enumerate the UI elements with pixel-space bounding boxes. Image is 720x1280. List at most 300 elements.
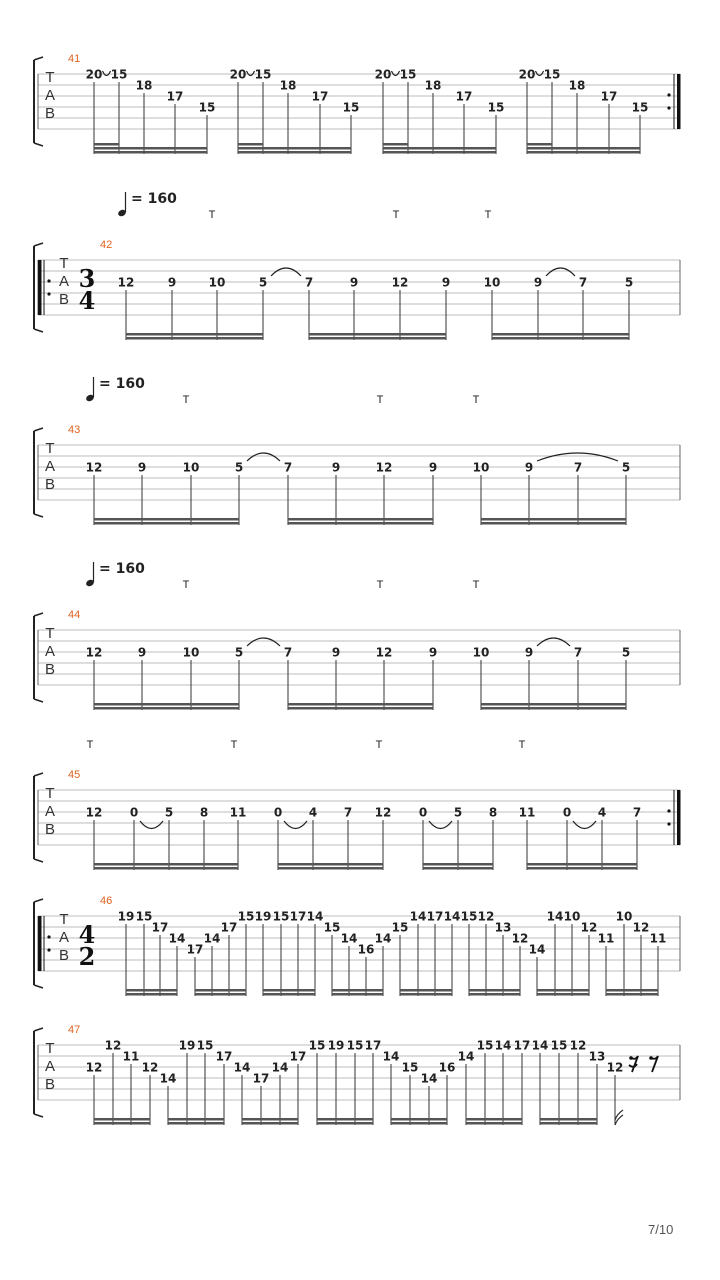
fret-number: 15	[254, 67, 272, 82]
fret-number: 11	[597, 931, 615, 946]
fret-number: 12	[374, 805, 392, 820]
fret-number: 19	[117, 909, 135, 924]
repeat-start-thick-bar	[38, 260, 42, 315]
slur	[573, 821, 596, 829]
fret-number: 14	[340, 931, 358, 946]
fret-number: 9	[428, 645, 438, 660]
slur	[284, 821, 307, 829]
fret-number: 9	[167, 275, 177, 290]
tab-system-43	[34, 376, 680, 525]
tab-clef-letter: T	[45, 785, 55, 802]
repeat-start-thick-bar	[38, 916, 42, 971]
repeat-dot	[47, 292, 50, 295]
fret-number: 5	[258, 275, 268, 290]
fret-number: 15	[342, 100, 360, 115]
fret-number: 7	[578, 275, 588, 290]
tapping-mark: T	[375, 739, 383, 751]
beat-group	[607, 1061, 624, 1126]
beam-thirtysecond	[383, 143, 408, 146]
beam-sixteenth	[288, 703, 433, 706]
tab-clef-letter: A	[58, 929, 70, 946]
fret-number: 7	[573, 460, 583, 475]
tab-clef-letter: A	[44, 87, 56, 104]
beam-sixteenth	[238, 147, 351, 150]
fret-number: 17	[166, 89, 184, 104]
fret-number: 14	[168, 931, 186, 946]
beam-eighth	[383, 151, 496, 154]
beat-group	[375, 68, 505, 155]
fret-number: 10	[182, 645, 200, 660]
beat-group	[255, 910, 324, 997]
beat-group	[529, 910, 598, 997]
repeat-end-thick-bar	[677, 74, 681, 129]
beat-group	[419, 806, 497, 871]
beat-group	[305, 276, 450, 341]
fret-number: 5	[453, 805, 463, 820]
tab-system-42	[34, 191, 680, 340]
time-signature-bottom: 4	[78, 286, 96, 315]
beat-group	[392, 910, 461, 997]
fret-number: 12	[391, 275, 409, 290]
fret-number: 18	[279, 78, 297, 93]
beam-sixteenth	[168, 1118, 224, 1121]
fret-number: 20	[85, 67, 103, 82]
beam-sixteenth	[527, 863, 637, 866]
fret-number: 0	[273, 805, 283, 820]
fret-number: 17	[455, 89, 473, 104]
fret-number: 14	[271, 1060, 289, 1075]
fret-number: 5	[621, 460, 631, 475]
fret-number: 10	[182, 460, 200, 475]
beam-sixteenth	[126, 333, 263, 336]
beam-sixteenth	[383, 147, 496, 150]
fret-number: 12	[632, 920, 650, 935]
beam-eighth	[94, 707, 239, 710]
beam-eighth	[126, 337, 263, 340]
fret-number: 10	[615, 909, 633, 924]
fret-number: 17	[600, 89, 618, 104]
fret-number: 15	[631, 100, 649, 115]
slur	[140, 821, 163, 829]
fret-number: 11	[122, 1049, 140, 1064]
fret-number: 11	[229, 805, 247, 820]
slur	[392, 71, 400, 76]
slur	[537, 638, 570, 646]
fret-number: 15	[110, 67, 128, 82]
tab-system-47	[34, 1024, 680, 1125]
beam-eighth	[288, 707, 433, 710]
measure-number: 47	[68, 1024, 81, 1036]
fret-number: 18	[135, 78, 153, 93]
beat-group	[598, 910, 667, 997]
fret-number: 12	[104, 1038, 122, 1053]
fret-number: 11	[518, 805, 536, 820]
beam-eighth	[94, 522, 239, 525]
beat-group	[383, 1050, 456, 1126]
page-number: 7/10	[648, 1222, 674, 1237]
fret-number: 7	[343, 805, 353, 820]
repeat-dot	[47, 935, 50, 938]
tapping-mark: T	[86, 739, 94, 751]
slur	[271, 268, 301, 276]
fret-number: 7	[632, 805, 642, 820]
beat-group	[86, 646, 244, 711]
beam-eighth	[263, 993, 315, 996]
fret-number: 16	[357, 942, 375, 957]
beat-group	[519, 68, 649, 155]
fret-number: 0	[418, 805, 428, 820]
beam-eighth	[481, 707, 626, 710]
beam-eighth	[242, 1122, 298, 1125]
beam-eighth	[466, 1122, 522, 1125]
fret-number: 4	[308, 805, 318, 820]
beam-eighth	[168, 1122, 224, 1125]
fret-number: 5	[621, 645, 631, 660]
fret-number: 7	[283, 460, 293, 475]
beam-sixteenth	[94, 863, 238, 866]
measure-number: 44	[68, 609, 81, 621]
fret-number: 17	[220, 920, 238, 935]
beam-sixteenth	[94, 518, 239, 521]
beam-sixteenth	[242, 1118, 298, 1121]
fret-number: 10	[208, 275, 226, 290]
beam-sixteenth	[309, 333, 446, 336]
tab-clef-letter: T	[45, 1040, 55, 1057]
fret-number: 17	[311, 89, 329, 104]
beam-eighth	[309, 337, 446, 340]
repeat-dot	[667, 822, 670, 825]
tab-clef-letter: T	[59, 255, 69, 272]
tempo-marking	[85, 561, 145, 587]
beam-eighth	[400, 993, 452, 996]
beat-group	[458, 1039, 531, 1126]
fret-number: 14	[457, 1049, 475, 1064]
beam-sixteenth	[263, 989, 315, 992]
tab-clef-letter: B	[58, 291, 70, 308]
beat-group	[86, 461, 244, 526]
fret-number: 17	[252, 1071, 270, 1086]
beam-eighth	[492, 337, 629, 340]
tapping-mark: T	[182, 579, 190, 591]
beam-sixteenth	[94, 1118, 150, 1121]
slur	[546, 268, 575, 276]
fret-number: 11	[649, 931, 667, 946]
tab-clef-letter: A	[58, 273, 70, 290]
fret-number: 19	[178, 1038, 196, 1053]
fret-number: 12	[85, 1060, 103, 1075]
fret-number: 9	[428, 460, 438, 475]
tapping-mark: T	[392, 209, 400, 221]
tapping-mark: T	[484, 209, 492, 221]
fret-number: 12	[141, 1060, 159, 1075]
beat-group	[473, 461, 631, 526]
fret-number: 14	[494, 1038, 512, 1053]
fret-number: 12	[85, 645, 103, 660]
tab-clef-letter: T	[59, 911, 69, 928]
fret-number: 9	[441, 275, 451, 290]
beam-eighth	[126, 993, 177, 996]
slur	[247, 453, 280, 461]
tempo-marking	[117, 191, 177, 217]
fret-number: 10	[472, 645, 490, 660]
tab-clef-letter: T	[45, 625, 55, 642]
beam-eighth	[527, 151, 640, 154]
beam-eighth	[423, 867, 493, 870]
fret-number: 18	[568, 78, 586, 93]
fret-number: 12	[117, 275, 135, 290]
beam-sixteenth	[94, 147, 207, 150]
fret-number: 12	[606, 1060, 624, 1075]
beam-sixteenth	[537, 989, 589, 992]
beam-eighth	[94, 867, 238, 870]
beam-sixteenth	[126, 989, 177, 992]
beat-group	[234, 1050, 307, 1126]
fret-number: 15	[399, 67, 417, 82]
beam-sixteenth	[527, 147, 640, 150]
fret-number: 9	[349, 275, 359, 290]
beam-sixteenth	[492, 333, 629, 336]
beam-eighth	[481, 522, 626, 525]
fret-number: 17	[426, 909, 444, 924]
fret-number: 9	[331, 645, 341, 660]
fret-number: 14	[443, 909, 461, 924]
measure-number: 41	[68, 53, 81, 65]
time-signature-bottom: 2	[78, 942, 96, 971]
fret-number: 15	[550, 1038, 568, 1053]
fret-number: 20	[374, 67, 392, 82]
time-signature-top: 4	[78, 920, 96, 949]
fret-number: 12	[477, 909, 495, 924]
fret-number: 15	[401, 1060, 419, 1075]
beat-group	[324, 921, 392, 997]
measure-number: 42	[100, 239, 113, 251]
fret-number: 15	[346, 1038, 364, 1053]
tab-clef-letter: A	[44, 1058, 56, 1075]
beam-eighth	[94, 151, 207, 154]
fret-number: 5	[164, 805, 174, 820]
beat-group	[284, 461, 437, 526]
slur	[247, 638, 280, 646]
beam-eighth	[606, 993, 658, 996]
fret-number: 12	[85, 805, 103, 820]
fret-number: 10	[472, 460, 490, 475]
beam-eighth	[317, 1122, 373, 1125]
fret-number: 9	[524, 645, 534, 660]
beam-eighth	[332, 993, 383, 996]
beam-sixteenth	[391, 1118, 447, 1121]
fret-number: 17	[364, 1038, 382, 1053]
fret-number: 15	[543, 67, 561, 82]
beat-group	[309, 1039, 382, 1126]
fret-number: 12	[375, 645, 393, 660]
tab-clef-letter: B	[58, 947, 70, 964]
beat-group	[284, 646, 437, 711]
fret-number: 12	[85, 460, 103, 475]
fret-number: 15	[198, 100, 216, 115]
fret-number: 13	[494, 920, 512, 935]
beam-sixteenth	[606, 989, 658, 992]
beat-group	[461, 910, 529, 997]
slur	[247, 71, 255, 76]
beat-group	[230, 68, 360, 155]
beat-group	[532, 1039, 606, 1126]
fret-number: 5	[234, 645, 244, 660]
tab-system-44	[34, 561, 680, 710]
measure-number: 43	[68, 424, 81, 436]
beam-sixteenth	[540, 1118, 597, 1121]
fret-number: 15	[237, 909, 255, 924]
fret-number: 17	[513, 1038, 531, 1053]
fret-number: 4	[597, 805, 607, 820]
beam-sixteenth	[423, 863, 493, 866]
fret-number: 19	[327, 1038, 345, 1053]
fret-number: 5	[624, 275, 634, 290]
beam-eighth	[288, 522, 433, 525]
tab-clef-letter: B	[44, 105, 56, 122]
fret-number: 20	[518, 67, 536, 82]
repeat-end-thick-bar	[677, 790, 681, 845]
repeat-dot	[47, 948, 50, 951]
tab-clef-letter: B	[44, 1076, 56, 1093]
beam-sixteenth	[481, 703, 626, 706]
fret-number: 13	[588, 1049, 606, 1064]
fret-number: 14	[531, 1038, 549, 1053]
fret-number: 8	[488, 805, 498, 820]
tab-clef-letter: A	[44, 643, 56, 660]
fret-number: 14	[409, 909, 427, 924]
tapping-mark: T	[208, 209, 216, 221]
beat-group	[118, 276, 268, 341]
tab-clef-letter: T	[45, 440, 55, 457]
fret-number: 8	[199, 805, 209, 820]
beam-thirtysecond	[238, 143, 263, 146]
beat-group	[473, 646, 631, 711]
beat-group	[86, 806, 247, 871]
fret-number: 9	[137, 645, 147, 660]
fret-number: 15	[487, 100, 505, 115]
beam-eighth	[527, 867, 637, 870]
fret-number: 0	[129, 805, 139, 820]
beam-sixteenth	[317, 1118, 373, 1121]
beam-eighth	[238, 151, 351, 154]
time-signature-top: 3	[78, 264, 96, 293]
tab-clef-letter: B	[44, 821, 56, 838]
beam-sixteenth	[466, 1118, 522, 1121]
beat-group	[86, 1039, 159, 1126]
fret-number: 17	[151, 920, 169, 935]
beat-group	[118, 910, 186, 997]
beam-eighth	[278, 867, 383, 870]
repeat-dot	[667, 93, 670, 96]
fret-number: 15	[135, 909, 153, 924]
fret-number: 15	[391, 920, 409, 935]
rest-dot	[629, 1056, 633, 1060]
tempo-value: = 160	[99, 376, 145, 392]
tapping-mark: T	[518, 739, 526, 751]
tapping-mark: T	[182, 394, 190, 406]
fret-number: 9	[533, 275, 543, 290]
beat-group	[160, 1039, 233, 1126]
beam-thirtysecond	[94, 143, 119, 146]
tab-clef-letter: A	[44, 803, 56, 820]
measure-number: 46	[100, 895, 113, 907]
tab-clef-letter: T	[45, 69, 55, 86]
beat-group	[86, 68, 216, 155]
fret-number: 14	[203, 931, 221, 946]
fret-number: 20	[229, 67, 247, 82]
fret-number: 12	[511, 931, 529, 946]
beam-eighth	[540, 1122, 597, 1125]
slur	[536, 71, 544, 76]
tab-system-45	[34, 739, 681, 870]
repeat-dot	[667, 809, 670, 812]
tapping-mark: T	[230, 739, 238, 751]
beat-group	[484, 276, 634, 341]
slur	[429, 821, 452, 829]
beam-sixteenth	[288, 518, 433, 521]
fret-number: 18	[424, 78, 442, 93]
fret-number: 16	[438, 1060, 456, 1075]
tempo-value: = 160	[131, 191, 177, 207]
fret-number: 12	[569, 1038, 587, 1053]
fret-number: 14	[420, 1071, 438, 1086]
fret-number: 17	[289, 1049, 307, 1064]
fret-number: 12	[375, 460, 393, 475]
tab-clef-letter: B	[44, 661, 56, 678]
fret-number: 15	[323, 920, 341, 935]
beam-sixteenth	[332, 989, 383, 992]
beam-eighth	[94, 1122, 150, 1125]
fret-number: 14	[306, 909, 324, 924]
fret-number: 7	[573, 645, 583, 660]
fret-number: 9	[524, 460, 534, 475]
fret-number: 14	[382, 1049, 400, 1064]
fret-number: 7	[283, 645, 293, 660]
repeat-dot	[47, 279, 50, 282]
fret-number: 12	[580, 920, 598, 935]
fret-number: 14	[233, 1060, 251, 1075]
fret-number: 15	[460, 909, 478, 924]
tapping-mark: T	[472, 579, 480, 591]
fret-number: 19	[254, 909, 272, 924]
fret-number: 7	[304, 275, 314, 290]
fret-number: 5	[234, 460, 244, 475]
note-flag	[615, 1110, 623, 1125]
beam-eighth	[537, 993, 589, 996]
fret-number: 14	[159, 1071, 177, 1086]
fret-number: 9	[137, 460, 147, 475]
fret-number: 14	[374, 931, 392, 946]
tab-clef-letter: A	[44, 458, 56, 475]
fret-number: 17	[289, 909, 307, 924]
tab-system-46	[34, 895, 680, 996]
fret-number: 14	[546, 909, 564, 924]
tapping-mark: T	[376, 579, 384, 591]
beam-sixteenth	[481, 518, 626, 521]
tapping-mark: T	[472, 394, 480, 406]
measure-number: 45	[68, 769, 81, 781]
fret-number: 9	[331, 460, 341, 475]
fret-number: 10	[563, 909, 581, 924]
tempo-value: = 160	[99, 561, 145, 577]
beam-sixteenth	[94, 703, 239, 706]
beam-eighth	[469, 993, 520, 996]
fret-number: 15	[308, 1038, 326, 1053]
fret-number: 14	[528, 942, 546, 957]
beat-group	[274, 806, 392, 871]
fret-number: 17	[215, 1049, 233, 1064]
fret-number: 15	[196, 1038, 214, 1053]
